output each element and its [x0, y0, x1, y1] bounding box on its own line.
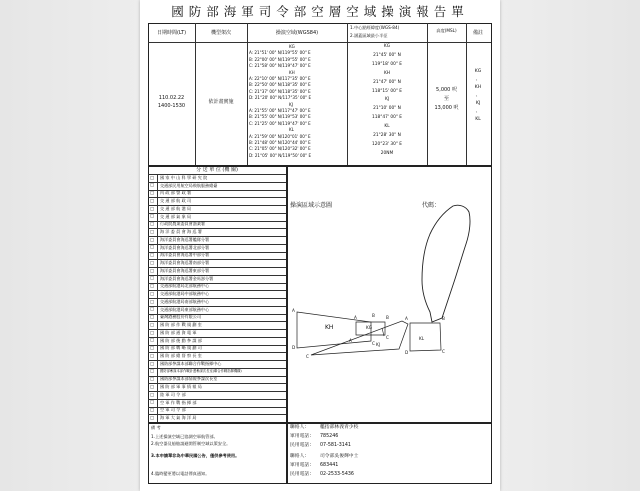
remark-zone: KH	[474, 85, 482, 90]
altitude-high: 13,000 呎	[434, 105, 459, 111]
kh-point-a: A	[292, 308, 295, 313]
area-coordinate: B: 22°50' 00" N/118°35' 00" E	[249, 82, 311, 88]
document-page	[140, 0, 500, 491]
center-coordinate: KG	[383, 44, 391, 49]
header-date: 日期時間(LT)	[156, 30, 187, 36]
distribution-item: 國 防 部 後 勤 參 謀 部	[160, 337, 202, 343]
contact-value: 02-2533-5436	[320, 472, 354, 477]
header-unit: 機型架次	[210, 30, 231, 36]
area-coordinate: C: 21°58' 00" N/119°47' 00" E	[249, 63, 311, 69]
contact-label: 聯絡人：	[290, 425, 310, 430]
row-date: 110.02.22	[158, 95, 185, 101]
checkbox-icon: □	[150, 329, 154, 335]
area-coordinate: C: 21°25' 00" N/119°47' 00" E	[249, 120, 311, 126]
distribution-item: 海洋委員會海巡署南部分署	[160, 260, 210, 266]
center-coordinate: 118°15' 00" E	[372, 88, 402, 94]
kj-point-c: C	[306, 354, 309, 359]
area-zone-label: KJ	[289, 101, 293, 107]
note-4: 4.臨時變更將以電話傳真通知。	[151, 471, 210, 476]
checkbox-icon: □	[150, 306, 154, 312]
note-3: 3.本申請單非為中華民國公告，僅供參考使用。	[151, 453, 240, 458]
taiwan-outline	[422, 202, 470, 322]
kg-point-c: C	[386, 335, 389, 340]
checkbox-icon: □	[150, 182, 154, 188]
distribution-item: 國 防 部 軍 事 情 報 局	[160, 384, 202, 390]
distribution-item: 空 軍 作 戰 指 揮 部	[160, 399, 197, 405]
contact-value: 07-581-3141	[320, 443, 351, 449]
kl-point-c: C	[442, 349, 445, 354]
area-coordinate: D: 21°20' 00" N/117°35' 00" E	[249, 95, 312, 101]
distribution-item: 海洋委員會海巡署艦隊分署	[160, 236, 210, 242]
checkbox-icon: □	[150, 221, 154, 227]
note-1: 1.上述操演空域已協調空軍航管部。	[151, 434, 218, 439]
contact-value: 683441	[320, 462, 339, 468]
area-coordinate: B: 21°48' 00" N/120°44' 00" E	[249, 140, 311, 145]
area-coordinate: A: 21°59' 00" N/120°01' 00" E	[249, 133, 311, 139]
distribution-item: 國防部參謀本部情報參謀次長室	[160, 376, 218, 382]
contact-label: 軍用電話：	[290, 462, 314, 468]
area-coordinate: A: 22°10' 00" N/117°35' 00" E	[249, 76, 311, 81]
center-coordinate: 120°23' 30" E	[372, 141, 402, 147]
checkbox-icon: □	[150, 376, 154, 382]
distribution-item: 臺灣港務股份有限公司	[160, 314, 201, 320]
distribution-item: 行政院農業委員會漁業署	[160, 221, 206, 227]
kh-point-c: C	[372, 341, 375, 346]
distribution-item: 國 防 部 總 督 察 長 室	[160, 353, 202, 359]
header-altitude: 高度(MSL)	[436, 28, 457, 33]
remark-zone: 、	[475, 93, 481, 98]
distribution-item: 海洋委員會海巡署金馬澎分署	[160, 275, 214, 281]
checkbox-icon: □	[150, 337, 154, 343]
kh-point-b: B	[372, 313, 375, 318]
remark-zone: 、	[475, 77, 481, 82]
notes-header: 備 考	[151, 425, 161, 430]
distribution-item: 國防部參謀本部作戰計畫參謀次長室(聯合作戰指揮機構)	[160, 368, 242, 373]
distribution-item: 國 防 部 作 戰 規 劃 室	[160, 322, 202, 328]
distribution-item: 海洋委員會海巡署東部分署	[160, 267, 210, 273]
center-coordinate: 21°45' 00" N	[373, 52, 401, 58]
zone-label-kl: KL	[419, 336, 425, 341]
zone-label-kg: KG	[366, 325, 372, 330]
area-coordinate: B: 22°00' 00" N/119°55' 00" E	[249, 56, 311, 62]
checkbox-icon: □	[150, 407, 154, 413]
distribution-item: 交 通 部 航 政 司	[160, 198, 192, 204]
checkbox-icon: □	[150, 228, 154, 234]
area-coordinate: B: 21°55' 00" N/119°53' 00" E	[249, 114, 311, 120]
contact-label: 軍用電話：	[290, 434, 314, 440]
kj-point-a: A	[349, 338, 352, 343]
distribution-item: 國 家 中 山 科 學 研 究 院	[160, 174, 208, 180]
area-zone-label: KH	[289, 69, 295, 75]
background-right	[500, 0, 640, 491]
distribution-item: 交通部民用航空局飛航服務總臺	[160, 182, 218, 188]
checkbox-icon: □	[150, 190, 154, 196]
distribution-item: 國 防 部 戰 略 規 劃 司	[160, 345, 202, 351]
row-unit: 依計畫實施	[208, 99, 234, 105]
distribution-item: 交通部航港局東部航務中心	[160, 306, 210, 312]
kg-point-b: B	[386, 315, 389, 320]
checkbox-icon: □	[150, 283, 154, 289]
kl-point-a: A	[405, 316, 408, 321]
area-zone-label: KG	[289, 44, 295, 49]
map-legend: 代碼：	[422, 202, 441, 209]
checkbox-icon: □	[150, 352, 154, 358]
distribution-item: 交 通 部 氣 象 局	[160, 213, 192, 219]
checkbox-icon: □	[150, 174, 154, 180]
distribution-item: 海 軍 大 氣 海 洋 局	[160, 415, 197, 421]
contacts-panel	[286, 422, 492, 484]
checkbox-icon: □	[150, 360, 154, 366]
contact-label: 民用電話：	[290, 472, 314, 477]
radius-value: 20NM	[380, 150, 394, 156]
checkbox-icon: □	[150, 275, 154, 281]
altitude-low: 5,000 呎	[436, 87, 457, 93]
checkbox-icon: □	[150, 267, 154, 273]
center-coordinate: 118°47' 00" E	[372, 115, 402, 121]
checkbox-icon: □	[150, 197, 154, 203]
remark-zone: KG	[474, 69, 482, 74]
area-coordinate: C: 21°05' 00" N/120°32' 00" E	[249, 146, 311, 152]
contact-label: 民用電話：	[290, 443, 314, 449]
document-title: 國防部海軍司令部空層空域操演報告單	[171, 4, 469, 19]
header-remark: 備註	[472, 30, 483, 36]
center-coordinate: 21°28' 30" N	[373, 133, 401, 138]
header-center: 1.中心點經緯度(WGS-84)	[350, 25, 400, 30]
distribution-item: 海洋委員會海巡署北部分署	[160, 244, 210, 250]
center-coordinate: 21°10' 00" N	[373, 106, 401, 112]
distribution-item: 空 軍 司 令 部	[160, 407, 186, 413]
distribution-item: 交 通 部 航 港 局	[160, 205, 192, 211]
kg-point-a: A	[354, 315, 357, 320]
checkbox-icon: □	[150, 391, 154, 397]
row-time: 1400-1530	[157, 103, 186, 109]
center-coordinate: 119°18' 00" E	[372, 61, 402, 67]
checkbox-icon: □	[150, 383, 154, 389]
distribution-item: 內 政 部 警 政 署	[160, 190, 192, 196]
zone-label-kj: KJ	[376, 342, 380, 347]
map-label: 操演區域示意圖	[290, 202, 333, 209]
kl-point-b: B	[442, 316, 445, 321]
distribution-item: 海 洋 委 員 會 海 巡 署	[160, 229, 202, 235]
note-2: 2.航空器及船舶請避開管制空域以策安全。	[151, 441, 231, 446]
distribution-item: 國防部參謀本部聯合作戰指揮中心	[160, 360, 222, 366]
center-coordinate: KJ	[384, 97, 390, 103]
checkbox-icon: □	[150, 213, 154, 219]
checkbox-icon: □	[150, 205, 154, 211]
center-coordinate: KH	[383, 70, 391, 76]
contact-value: 艦指部林義青少校	[320, 425, 359, 430]
area-zone-label: KL	[289, 127, 294, 133]
contact-label: 聯絡人：	[290, 453, 310, 459]
zone-label-kh: KH	[325, 324, 334, 331]
exercise-map	[140, 0, 500, 491]
checkbox-icon: □	[150, 321, 154, 327]
kl-point-d: D	[405, 350, 409, 355]
distribution-item: 陸 軍 司 令 部	[160, 391, 186, 397]
checkbox-icon: □	[150, 244, 154, 250]
checkbox-icon: □	[150, 399, 154, 405]
checkbox-icon: □	[150, 314, 154, 320]
remark-zone: 、	[475, 109, 481, 114]
distribution-item: 交通部航港局中部航務中心	[160, 291, 210, 297]
contact-value: 785246	[320, 434, 339, 440]
area-coordinate: A: 21°55' 00" N/117°47' 00" E	[249, 108, 311, 113]
distribution-item: 海洋委員會海巡署中部分署	[160, 252, 210, 258]
kh-point-d: D	[292, 345, 296, 350]
header-radius: 2.涵蓋區域最小半徑	[350, 33, 388, 38]
background-left	[0, 0, 140, 491]
checkbox-icon: □	[150, 259, 154, 265]
checkbox-icon: □	[150, 252, 154, 258]
checkbox-icon: □	[150, 236, 154, 242]
checkbox-icon: □	[150, 345, 154, 351]
zone-kh	[297, 312, 371, 348]
area-coordinate: A: 21°51' 00" N/119°55' 00" E	[249, 50, 311, 56]
zone-kl	[410, 323, 441, 351]
checkbox-icon: □	[150, 290, 154, 296]
altitude-to: 至	[443, 96, 449, 102]
checkbox-icon: □	[150, 298, 154, 304]
remark-zone: KJ	[475, 101, 481, 106]
distribution-item: 交通部航港局南部航務中心	[160, 298, 210, 304]
checkbox-icon: □	[150, 368, 154, 374]
area-coordinate: D: 21°05' 00" N/119°50' 00" E	[249, 152, 312, 158]
distribution-item: 國 防 部 通 資 電 軍	[160, 329, 197, 335]
remark-zone: KL	[475, 117, 481, 122]
center-coordinate: KL	[384, 124, 390, 130]
center-coordinate: 21°47' 00" N	[373, 79, 401, 85]
checkbox-icon: □	[150, 414, 154, 420]
area-coordinate: C: 21°37' 00" N/118°35' 00" E	[249, 88, 311, 94]
distribution-item: 交通部航港局北部航務中心	[160, 283, 210, 289]
contact-value: 司令部吳俊輝中士	[320, 453, 359, 459]
header-area: 操演空域(WGS84)	[275, 30, 319, 36]
distribution-header: 分 送 單 位 (機 關)	[196, 167, 238, 173]
